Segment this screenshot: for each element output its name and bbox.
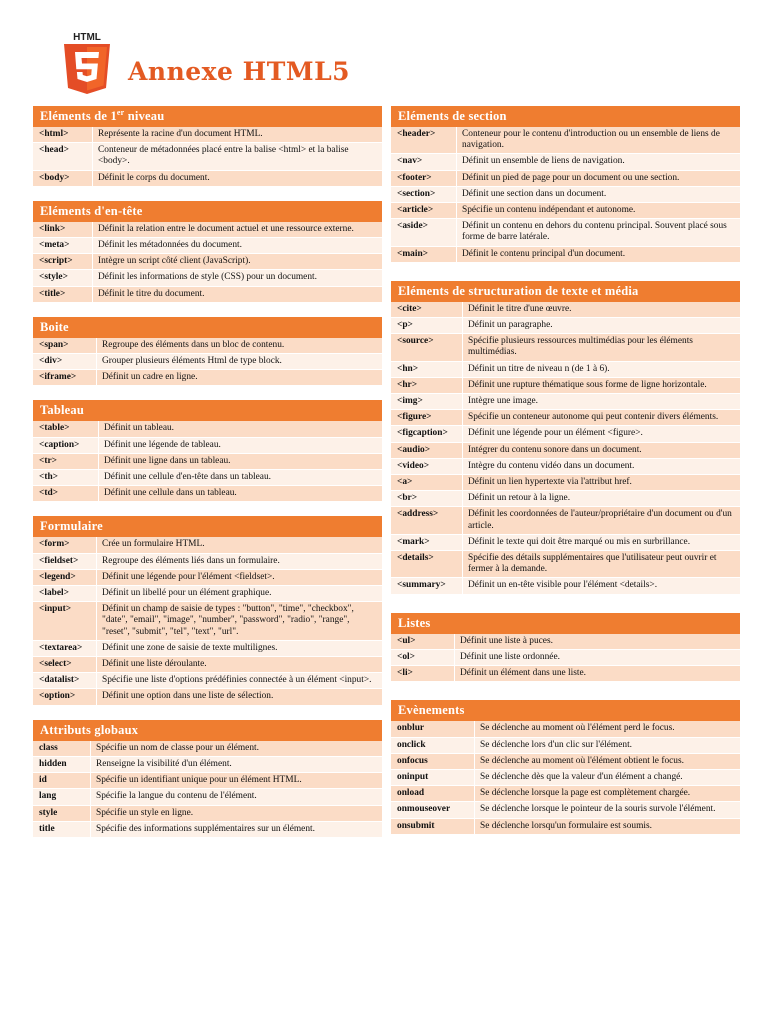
element-description: Se déclenche lorsque la page est complètement chargée.	[480, 788, 691, 799]
element-name: <span>	[33, 338, 97, 353]
section-attributs	[33, 720, 382, 838]
element-name: <head>	[33, 143, 93, 169]
table-row	[391, 443, 740, 459]
element-name: <title>	[33, 287, 93, 302]
section-title: Attributs globaux	[33, 720, 382, 741]
table-row	[391, 738, 740, 754]
table-row	[391, 127, 740, 154]
element-name: class	[33, 741, 91, 756]
element-description: Spécifie un contenu indépendant et autonome.	[462, 205, 636, 216]
element-description: Spécifie un style en ligne.	[96, 807, 194, 818]
table-row	[33, 586, 382, 602]
logo-text: HTML	[73, 32, 101, 43]
element-description: Regroupe des éléments dans un bloc de contenu.	[102, 339, 285, 350]
table-row	[33, 270, 382, 286]
element-description: Se déclenche lorsque le pointeur de la souris survole l'élément.	[480, 804, 716, 815]
element-description: Définit une ligne dans un tableau.	[104, 455, 231, 466]
element-name: onmouseover	[391, 802, 475, 817]
table-row	[33, 486, 382, 502]
section-niveau1	[33, 106, 382, 187]
table-row	[33, 370, 382, 386]
element-name: <audio>	[391, 443, 463, 458]
element-name: <script>	[33, 254, 93, 269]
element-description: Définit le texte qui doit être marqué ou mis en surbrillance.	[468, 536, 691, 547]
element-name: <meta>	[33, 238, 93, 253]
table-row	[391, 302, 740, 318]
table-row	[391, 459, 740, 475]
element-name: <a>	[391, 475, 463, 490]
section-title: Eléments de section	[391, 106, 740, 127]
table-row	[33, 222, 382, 238]
table-row	[391, 578, 740, 594]
table-row	[391, 770, 740, 786]
section-title: Evènements	[391, 700, 740, 721]
table-row	[391, 154, 740, 170]
element-name: <video>	[391, 459, 463, 474]
element-description: Se déclenche lors d'un clic sur l'élément.	[480, 739, 633, 750]
element-description: Se déclenche lorsqu'un formulaire est soumis.	[480, 820, 652, 831]
element-description: Spécifie des informations supplémentaires sur un élément.	[96, 823, 315, 834]
element-description: Définit une liste déroulante.	[102, 659, 207, 670]
element-name: <form>	[33, 537, 97, 552]
element-name: <li>	[391, 666, 455, 681]
table-row	[391, 802, 740, 818]
element-description: Renseigne la visibilité d'un élément.	[96, 758, 232, 769]
element-name: <td>	[33, 486, 99, 501]
section-boite	[33, 317, 382, 387]
element-description: Se déclenche dès que la valeur d'un élément a changé.	[480, 771, 683, 782]
element-name: <option>	[33, 689, 97, 704]
element-description: Conteneur de métadonnées placé entre la balise <html> et la balise <body>.	[98, 145, 349, 167]
table-row	[391, 334, 740, 361]
table-row	[33, 806, 382, 822]
element-name: <iframe>	[33, 370, 97, 385]
element-name: onblur	[391, 721, 475, 736]
section-listes	[391, 613, 740, 683]
element-name: <details>	[391, 551, 463, 577]
table-row	[391, 666, 740, 682]
element-description: Spécifie la langue du contenu de l'élément.	[96, 791, 257, 802]
element-name: onclick	[391, 738, 475, 753]
table-row	[391, 819, 740, 835]
table-row	[33, 127, 382, 143]
table-row	[391, 203, 740, 219]
element-name: <caption>	[33, 438, 99, 453]
element-name: <nav>	[391, 154, 457, 169]
section-formulaire	[33, 516, 382, 705]
table-row	[391, 219, 740, 246]
table-row	[33, 254, 382, 270]
table-row	[33, 657, 382, 673]
table-row	[33, 338, 382, 354]
table-row	[33, 641, 382, 657]
table-row	[33, 741, 382, 757]
table-row	[391, 362, 740, 378]
element-name: <footer>	[391, 171, 457, 186]
table-row	[33, 171, 382, 187]
table-row	[33, 238, 382, 254]
element-name: <th>	[33, 470, 99, 485]
element-description: Définit un cadre en ligne.	[102, 372, 198, 383]
element-name: <cite>	[391, 302, 463, 317]
table-row	[33, 822, 382, 838]
table-row	[33, 673, 382, 689]
element-name: onload	[391, 786, 475, 801]
section-title: Eléments d'en-tête	[33, 201, 382, 222]
table-row	[33, 757, 382, 773]
element-description: Définit un élément dans une liste.	[460, 668, 587, 679]
element-name: <summary>	[391, 578, 463, 593]
element-name: hidden	[33, 757, 91, 772]
element-description: Spécifie une liste d'options prédéfinies connectée à un élément <input>.	[102, 675, 372, 686]
element-description: Définit les coordonnées de l'auteur/propriétaire d'un document ou d'un article.	[468, 509, 732, 531]
table-row	[33, 570, 382, 586]
table-row	[391, 378, 740, 394]
section-structuration	[391, 281, 740, 595]
element-description: Définit un libellé pour un élément graphique.	[102, 588, 272, 599]
element-name: <hn>	[391, 362, 463, 377]
element-name: <ul>	[391, 634, 455, 649]
element-name: <fieldset>	[33, 554, 97, 569]
table-row	[391, 754, 740, 770]
element-description: Spécifie plusieurs ressources multimédias pour les éléments multimédias.	[468, 336, 693, 358]
table-row	[391, 475, 740, 491]
element-description: Conteneur pour le contenu d'introduction ou un ensemble de liens de navigation.	[462, 129, 720, 151]
right-column	[391, 106, 740, 849]
element-description: Définit un tableau.	[104, 423, 175, 434]
element-description: Définit une cellule d'en-tête dans un tableau.	[104, 472, 271, 483]
element-name: <table>	[33, 421, 99, 436]
element-description: Spécifie un identifiant unique pour un élément HTML.	[96, 775, 302, 786]
element-description: Définit un titre de niveau n (de 1 à 6).	[468, 363, 610, 374]
element-name: <br>	[391, 491, 463, 506]
element-description: Définit une section dans un document.	[462, 188, 607, 199]
element-description: Spécifie un nom de classe pour un élément.	[96, 742, 259, 753]
element-description: Spécifie un conteneur autonome qui peut contenir divers éléments.	[468, 412, 719, 423]
element-description: Crée un formulaire HTML.	[102, 539, 205, 550]
element-description: Définit les informations de style (CSS) pour un document.	[98, 272, 317, 283]
element-description: Définit un retour à la ligne.	[468, 493, 571, 504]
table-row	[33, 537, 382, 553]
element-name: <section>	[391, 187, 457, 202]
element-name: <figure>	[391, 410, 463, 425]
table-row	[33, 554, 382, 570]
element-name: <html>	[33, 127, 93, 142]
table-row	[391, 410, 740, 426]
table-row	[33, 354, 382, 370]
element-description: Définit le titre du document.	[98, 288, 205, 299]
section-title: Boite	[33, 317, 382, 338]
table-row	[391, 507, 740, 534]
element-description: Définit un paragraphe.	[468, 320, 553, 331]
table-row	[391, 721, 740, 737]
element-name: <img>	[391, 394, 463, 409]
element-name: onsubmit	[391, 819, 475, 834]
element-name: <tr>	[33, 454, 99, 469]
section-title: Tableau	[33, 400, 382, 421]
element-description: Représente la racine d'un document HTML.	[98, 129, 263, 139]
element-description: Définit un en-tête visible pour l'élément <details>.	[468, 580, 658, 591]
table-row	[391, 247, 740, 263]
element-name: <input>	[33, 602, 97, 640]
element-name: <article>	[391, 203, 457, 218]
table-row	[391, 394, 740, 410]
table-row	[33, 454, 382, 470]
table-row	[391, 491, 740, 507]
section-section	[391, 106, 740, 263]
element-description: Définit une légende pour un élément <figure>.	[468, 428, 643, 439]
element-name: style	[33, 806, 91, 821]
html5-logo-icon	[60, 30, 114, 94]
element-name: <p>	[391, 318, 463, 333]
table-row	[391, 535, 740, 551]
element-description: Regroupe des éléments liés dans un formulaire.	[102, 555, 280, 566]
table-row	[33, 773, 382, 789]
table-row	[33, 789, 382, 805]
element-description: Intégrer du contenu sonore dans un document.	[468, 444, 642, 455]
element-description: Définit une légende de tableau.	[104, 439, 221, 450]
element-description: Définit un ensemble de liens de navigation.	[462, 156, 625, 167]
table-row	[33, 470, 382, 486]
element-name: <ol>	[391, 650, 455, 665]
element-name: id	[33, 773, 91, 788]
element-name: <address>	[391, 507, 463, 533]
element-name: <header>	[391, 127, 457, 153]
element-name: <mark>	[391, 535, 463, 550]
element-description: Grouper plusieurs éléments Html de type block.	[102, 356, 282, 367]
table-row	[391, 551, 740, 578]
element-description: Définit une zone de saisie de texte multilignes.	[102, 642, 278, 653]
table-row	[391, 634, 740, 650]
element-description: Définit une liste ordonnée.	[460, 651, 560, 662]
element-description: Intègre un script côté client (JavaScript).	[98, 256, 251, 267]
element-name: <label>	[33, 586, 97, 601]
element-description: Définit un pied de page pour un document ou une section.	[462, 172, 680, 183]
element-name: <textarea>	[33, 641, 97, 656]
element-name: <body>	[33, 171, 93, 186]
element-description: Définit une option dans une liste de sélection.	[102, 691, 274, 702]
element-name: <link>	[33, 222, 93, 237]
element-name: lang	[33, 789, 91, 804]
table-row	[33, 287, 382, 303]
element-name: <figcaption>	[391, 426, 463, 441]
left-column	[33, 106, 382, 852]
table-row	[33, 438, 382, 454]
element-description: Définit le corps du document.	[98, 172, 210, 183]
table-row	[33, 143, 382, 170]
element-description: Se déclenche au moment où l'élément obtient le focus.	[480, 755, 684, 766]
element-name: <legend>	[33, 570, 97, 585]
element-description: Définit la relation entre le document actuel et une ressource externe.	[98, 223, 354, 234]
element-name: <select>	[33, 657, 97, 672]
table-row	[391, 786, 740, 802]
element-description: Définit une cellule dans un tableau.	[104, 488, 237, 499]
section-title: Listes	[391, 613, 740, 634]
table-row	[391, 187, 740, 203]
element-name: <datalist>	[33, 673, 97, 688]
element-description: Définit les métadonnées du document.	[98, 240, 242, 251]
element-description: Se déclenche au moment où l'élément perd le focus.	[480, 723, 675, 734]
element-description: Intègre du contenu vidéo dans un document.	[468, 460, 635, 471]
element-description: Définit un champ de saisie de types : "button", "time", "checkbox", "date", "email", "image", "number", "password", "radio", "range", "reset", "submit", "tel", "text", "url".	[102, 604, 354, 637]
element-description: Intègre une image.	[468, 396, 539, 407]
table-row	[33, 602, 382, 641]
element-name: <div>	[33, 354, 97, 369]
page-header	[60, 30, 460, 100]
element-description: Définit une légende pour l'élément <fieldset>.	[102, 571, 275, 582]
element-name: <source>	[391, 334, 463, 360]
element-description: Définit un lien hypertexte via l'attribut href.	[468, 477, 632, 488]
element-name: <main>	[391, 247, 457, 262]
section-title: Formulaire	[33, 516, 382, 537]
element-name: onfocus	[391, 754, 475, 769]
table-row	[391, 650, 740, 666]
element-name: <aside>	[391, 219, 457, 245]
element-description: Définit le contenu principal d'un document.	[462, 248, 626, 259]
table-row	[33, 689, 382, 705]
element-description: Définit un contenu en dehors du contenu principal. Souvent placé sous forme de barre latérale.	[462, 221, 727, 243]
element-description: Définit le titre d'une œuvre.	[468, 303, 572, 314]
section-title: Eléments de structuration de texte et média	[391, 281, 740, 302]
element-description: Spécifie des détails supplémentaires que l'utilisateur peut ouvrir et fermer à la demande.	[468, 553, 717, 575]
element-name: oninput	[391, 770, 475, 785]
table-row	[391, 318, 740, 334]
page-title: Annexe HTML5	[128, 57, 351, 86]
element-name: <hr>	[391, 378, 463, 393]
table-row	[391, 171, 740, 187]
section-evenements	[391, 700, 740, 834]
element-description: Définit une rupture thématique sous forme de ligne horizontale.	[468, 379, 707, 390]
element-name: title	[33, 822, 91, 837]
table-row	[391, 426, 740, 442]
element-name: <style>	[33, 270, 93, 285]
section-entete	[33, 201, 382, 303]
element-description: Définit une liste à puces.	[460, 635, 553, 646]
table-row	[33, 421, 382, 437]
section-title: Eléments de 1er niveau	[33, 106, 382, 127]
section-tableau	[33, 400, 382, 502]
